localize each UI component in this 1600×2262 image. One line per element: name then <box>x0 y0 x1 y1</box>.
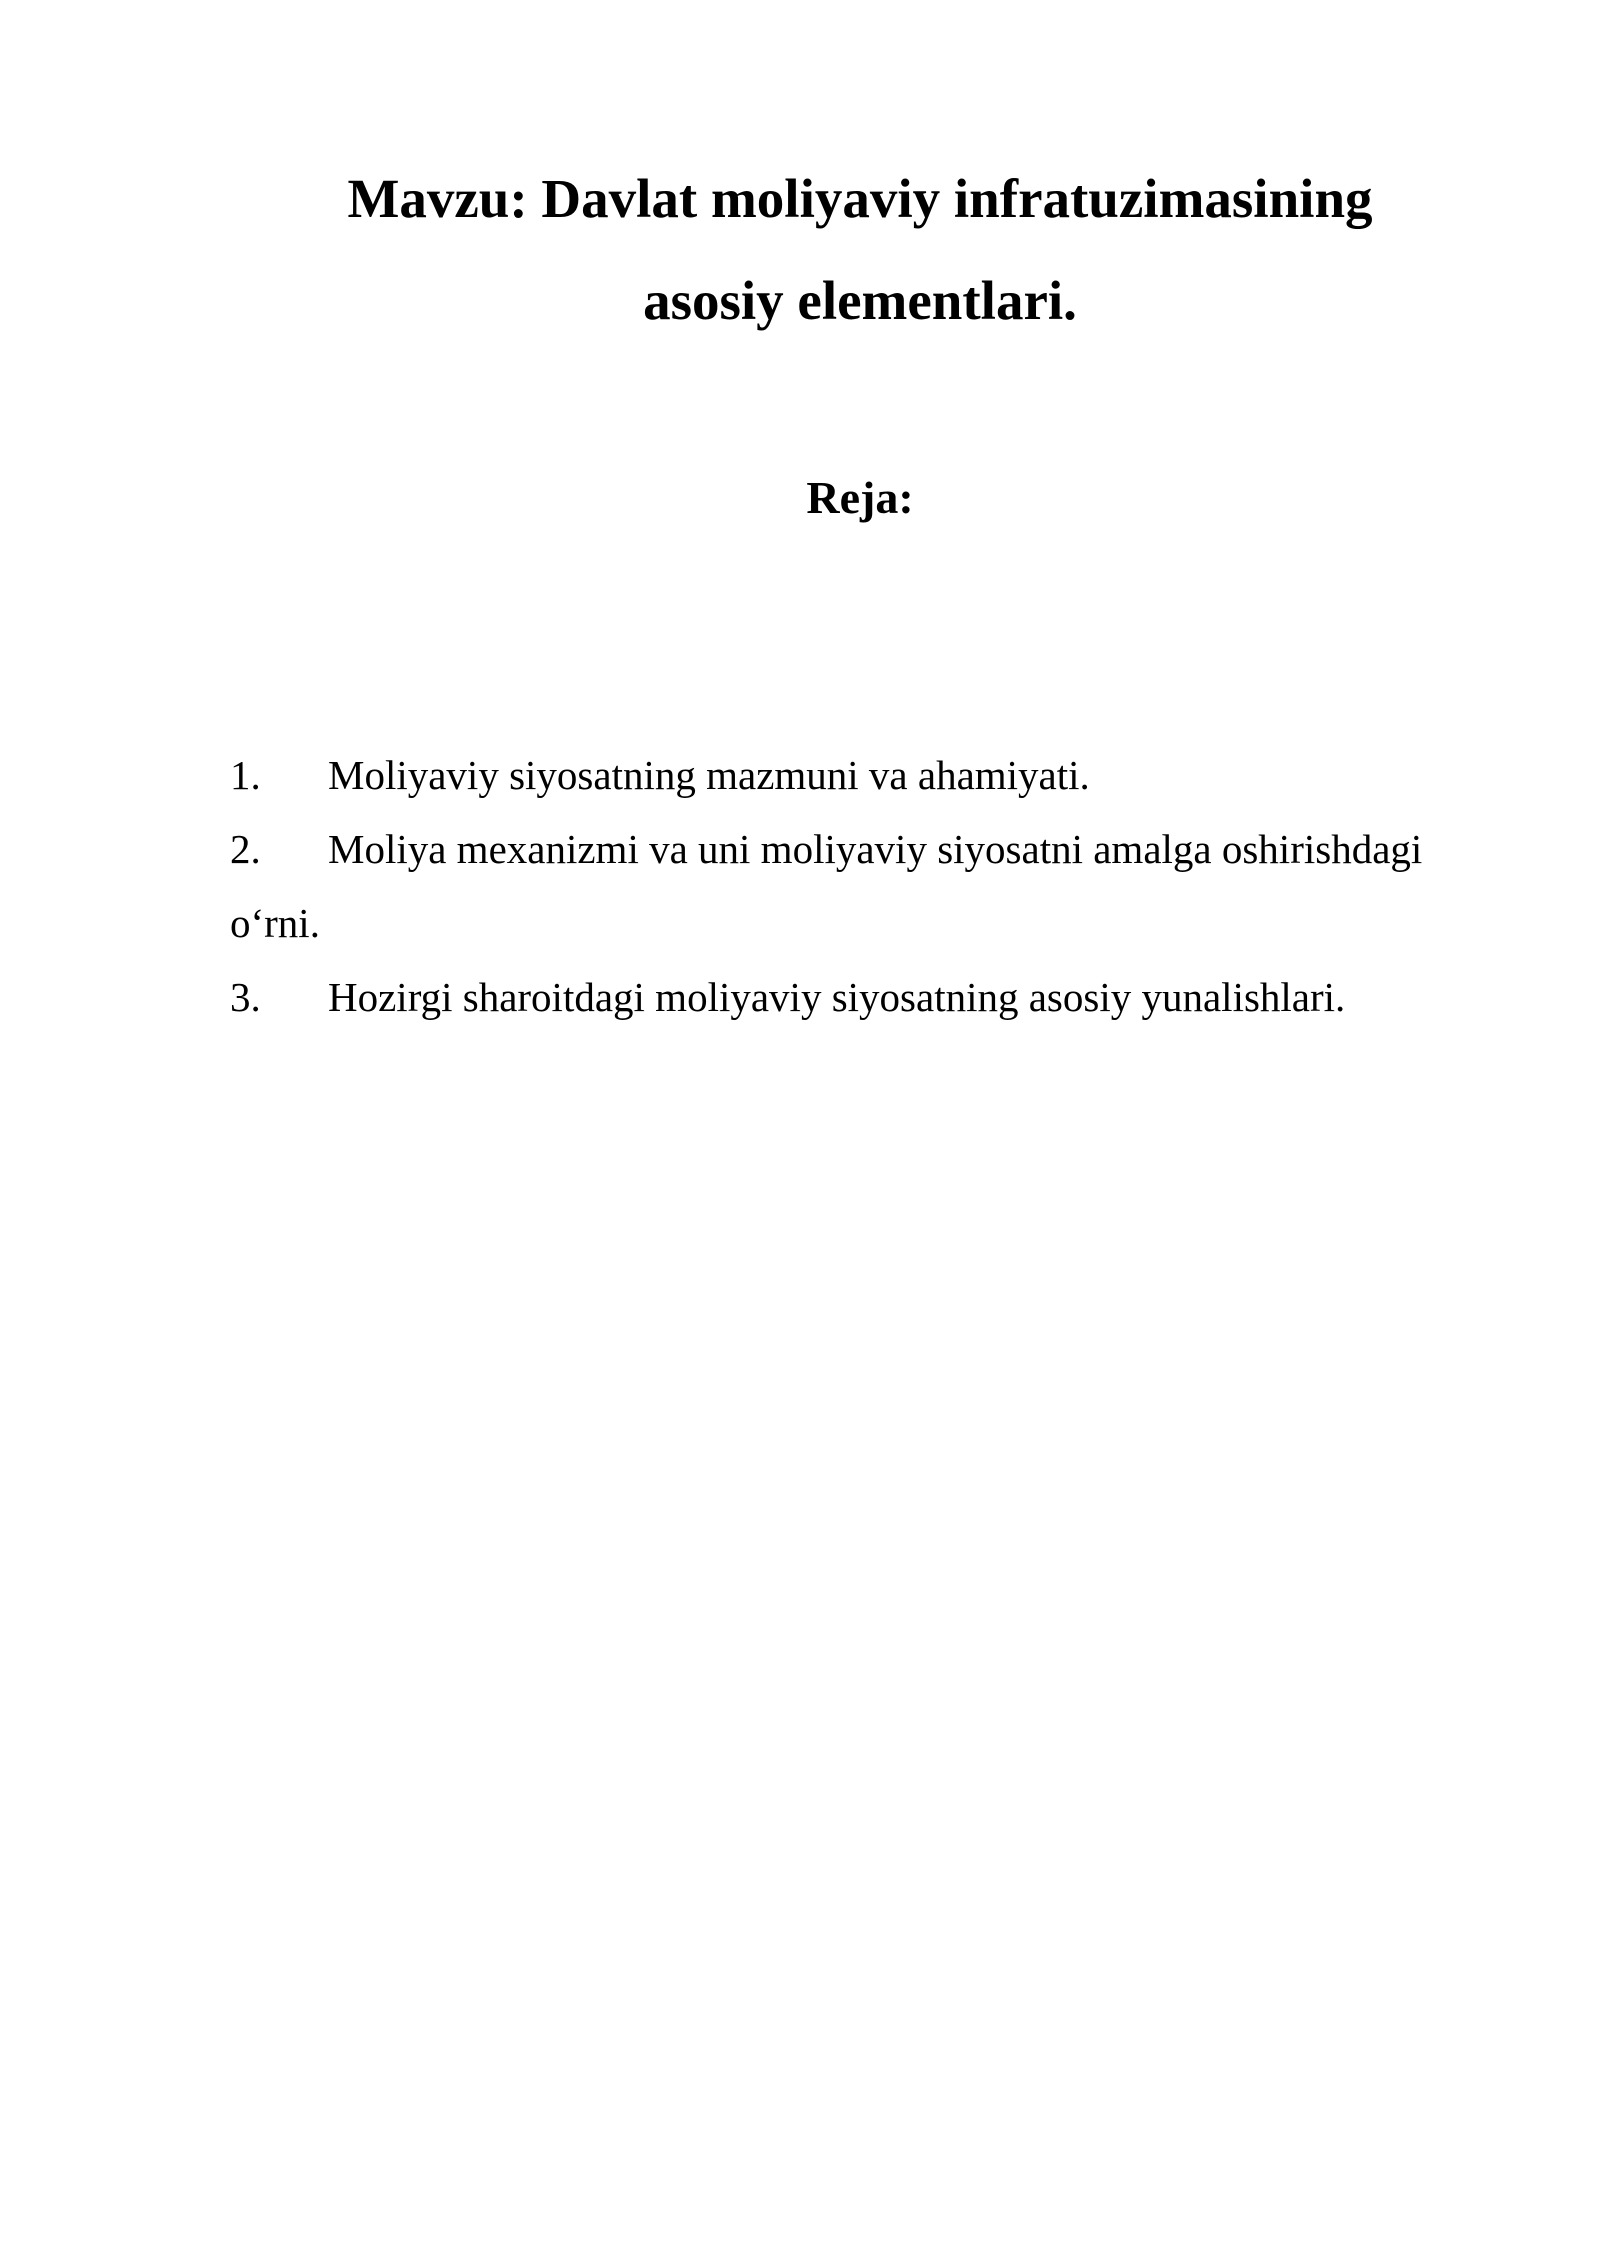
list-item-text: Moliyaviy siyosatning mazmuni va ahamiyati. <box>328 752 1090 798</box>
list-item <box>230 738 1490 812</box>
plan-heading: Reja: <box>806 472 914 523</box>
list-item-text: Moliya mexanizmi va uni moliyaviy siyosatni amalga oshirishdagi o‘rni. <box>230 826 1423 946</box>
document-title <box>230 148 1490 352</box>
list-item-number: 2. <box>230 826 261 872</box>
title-line-1: Mavzu: Davlat moliyaviy infratuzimasining <box>347 168 1373 229</box>
list-item <box>230 812 1490 960</box>
list-item-number: 3. <box>230 974 261 1020</box>
title-line-2: asosiy elementlari. <box>643 270 1077 331</box>
list-item-number: 1. <box>230 752 261 798</box>
list-item-text: Hozirgi sharoitdagi moliyaviy siyosatning asosiy yunalishlari. <box>328 974 1346 1020</box>
plan-list <box>230 738 1490 1034</box>
list-item <box>230 960 1490 1034</box>
